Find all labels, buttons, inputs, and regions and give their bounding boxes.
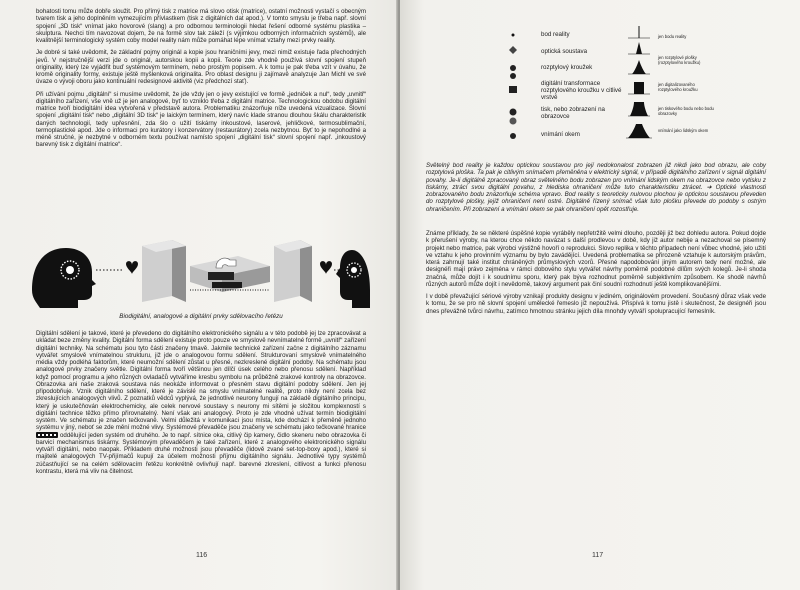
left-device-box bbox=[142, 240, 186, 302]
diagram-label: digitální transformace rozptylového kroužku v citlivé vrstvě bbox=[541, 80, 622, 101]
print-dot-icon bbox=[510, 118, 517, 125]
diagram-profile-column bbox=[624, 26, 654, 144]
lens-icon bbox=[509, 46, 517, 54]
paragraph: Je dobré si také uvědomit, že základní pojmy originál a kopie jsou hraničními jevy, mezi nimiž existuje řada přechodných jevů. V nejstručnější verzi jde o originál, autorskou kopii a kopii. Teorie zde vhodně používá slovní spojení stupeň originality, který lze vyjádřit buď systémovým termínem, nebo prostým popisem. A k tomu je pak třeba vzít v úvahu, že kromě originality formy, existuje ještě myšlenková originalita. Pro oblast designu ji zajímavě analyzuje Jan Michl ve své úvaze o vývoji oboru jako kontinuální redesignové aktivitě (viz předchozí stať). bbox=[36, 49, 366, 86]
paragraph: I v době převažující sériové výroby vznikají produkty designu v jediném, originálovém provedení. Současný důraz však vede k tomu, že se pro ně slovní spojení umělecké řemeslo již nepoužívá. Přispívá k tomu jistě i skutečnost, že designéři jsou dnes převážně tvůrci návrhu, zatímco hmotnou stránku jejich díla mnohdy vytváří spolupracující řemeslník. bbox=[426, 293, 766, 315]
diagram-label: vnímání okem bbox=[541, 131, 580, 138]
diagram-label: tisk, nebo zobrazení na obrazovce bbox=[541, 106, 605, 120]
left-head-icon bbox=[32, 248, 96, 308]
communication-chain-illustration bbox=[30, 232, 370, 310]
paragraph: Digitální sdělení je takové, které je převedeno do digitálního elektronického signálu a v této podobě jej lze zpracovávat a ukládat beze změny kvality. Digitální forma sdělení existuje proto pouze ve smyslově nevnímatelné formě „uvnitř“ zařízení digitální techniky. Na schématu jsou tyto části značeny tmavě. Jakmile technické zařízení začne z digitálního záznamu vytvářet smyslově vnímatelnou strukturu, již jde o analogovou formu sdělení. Strukturovaní smyslově vnímatelného média vždy podléhá faktorům, které neumožní sdělení zůstat u přesné, nezkreslené digitální podoby. Na schématu jsou analogové prvky značeny světle. Digitální forma tvoří většinou jen dílčí úsek celého nebo přenosu sdělení. Například když pomocí programu a jeho různých ovladačů vytváříme kresbu symbolu na průběžně zrakové kontroly na obrazovce. Obrazovka ani naše zraková soustava nás neokáže informovat o přesném stavu digitální podoby sdělení. Jen jej připodobňuje. Vznik digitálního sdělení, které je závislé na smyslu vnímatelné realitě, proto nikdy není zcela bez zkreslujících analogových vlivů. Z poznatků vědců vyplývá, že jednotlivé neurony fungují na základě digitálního principu, který je uskutečňován elektrochemicky, ale celek nervové soustavy s neurony mi sítěmi je složitou komplexností s digitální technice těžko přímo přirovnatelný. Není však ani analogový. Proto je zde vhodné užívat termín biodigitální systém. Ve schématu je značen tečkovaně. Velmi důležitá v komunikaci jsou místa, kde dochází k přeměně jednoho systému v jiný, neboť se zde mění možné vlivy. Systémové převaděče jsou značeny ve schématu jako tečkované hranice bbox=[36, 330, 366, 432]
right-page bbox=[400, 0, 800, 590]
italic-caption-text: Světelný bod reality je každou optickou soustavou pro její nedokonalost zobrazen již nikdi jako bod obrazu, ale coby rozptylová ploška. Ta pak je citlivým snímačem přeměněna v elektrický signál, v případě digitálního zařízení v signál digitální povahy. Je-li digitálně zpracovaný obraz světelného bodu zobrazen pro vnímání lidským okem na obrazovce nebo vytisku z tiskárny, ztrácí svou digitální povahu, z hlediska ohraničení může tuto charakteristiku ztrácet. ➜ Optické vlastnosti zobrazovaného bodu znázorňuje schéma vpravo. Bod reality s teoreticky nulovou plochou je optickou soustavou převeden do rozptylové plošky, jejíž ohraničení není ostré. Digitálně řízený snímač však tuto plošku převede do podoby s ostrým ohraničením. Při zobrazení a vnímání okem se pak ohraničení opět rozostřuje. bbox=[426, 162, 766, 213]
dotted-boundary-icon bbox=[36, 432, 58, 438]
diagram-note: jen digitalizovaného rozptylového kroužku bbox=[658, 82, 698, 92]
left-page bbox=[0, 0, 398, 590]
diagram-label: bod reality bbox=[541, 31, 570, 38]
point-icon bbox=[512, 34, 515, 37]
right-device-box bbox=[274, 240, 312, 302]
left-body-text bbox=[36, 330, 366, 475]
paragraph: Známe příklady, že se některé úspěšné kopie vyráběly nepřetržitě velmi dlouho, později již bez dohledu autora. Pokud dojde k přerušení výroby, na kterou chce někdo navázat s další prodlevou v době, kdy již autor nebije a nezachoval se písemný projekt nebo matrice, pak výrobci výstižně hovoří o reprodukci. Slovo replika v těchto případech není vůbec vhodné, jelo užití ve vztahu k jeho provinním významu by bylo zavádějící. Uvedená problematika se přirozeně vztahuje k autorským právům, která zahrnují také institut chráněných průmyslových vzorů. Přesné napodobování jiným autorem tedy není možné, ale designéři mají právo zejména v rámci dobového stylu vytvářet návrhy poměrně podobné dílům svých kolegů. Je-li shoda značná, může dojít i k soudnímu sporu, který pak býva rozhodnut poměrně subjektivním způsobem. Ke shodě návrhů různých autorů může dojít i nevědomě, takový argument pak činí soudní rozhodnutí ještě komplikovanějšími. bbox=[426, 230, 766, 288]
page-number-left: 116 bbox=[196, 552, 208, 559]
right-body-text bbox=[426, 230, 766, 320]
pixel-icon bbox=[509, 86, 517, 93]
diagram-note: jen bodu reality bbox=[658, 34, 687, 39]
diagram-label: optická soustava bbox=[541, 48, 588, 55]
heart-icon bbox=[320, 261, 332, 274]
diagram-note: vnímání jako lidským okem bbox=[658, 128, 709, 133]
eye-dot-icon bbox=[510, 133, 516, 139]
diagram-note: jen tiskového bodu nebo bodu obrazovky bbox=[658, 106, 714, 116]
blur-disc-icon bbox=[510, 73, 516, 79]
figure-caption: Biodigitální, analogové a digitální prvky sdělovacího řetězu bbox=[119, 313, 283, 320]
paragraph: Při užívání pojmu „digitální“ si musíme uvědomit, že jde vždy jen o jevy existující ve formě „jedniček a nul“, tedy „uvnitř“ digitálního zařízení, vše vně už je jen analogové, byť to vzniklo třeba z digitální matrice. Technologickou obdobu digitální matrice tvoří biodigitální idea vytvořená v představě autora. Problematiku znázorňuje níže uvedená vizualizace. Slovní spojení „digitální tisk“ nebo „digitální 3D tisk“ je laickým termínem, který navíc klade stranou dlouhou škálu charakteristik daných technologií, tedy upřesnění, zda šlo o užití tiskárny inkoustové, laserové, jehličkové, termosublimační, termoplastické apod. Jde o informaci pro kurátory i konzervátory (restaurátory) zcela nezbytnou. Byť to je nepohodlné a méně stručné, je nezbytné v odborném textu používat namísto spojení „digitální tisk“ slovní spojení např. „inkoustový barevný tisk z digitální matrice“. bbox=[36, 90, 366, 149]
paragraph: oddělující jeden systém od druhého. Je to např. sítnice oka, citlivý čip kamery, čidlo skeneru nebo obrazovka či barvicí mechanismus tiskárny. Systémovým převaděčem je také zařízení, které z analogového elektronického signálu vytváří digitální, nebo naopak. Příkladem druhé možnosti jsou převaděče (lidově zvané set-top-boxy apod.), které si majitelé analogových TV-přijímačů kupují za účelem možnosti příjmu digitálního signálu. Jednotlivé typy systémů zúčastňující se na celém sdělovacím řetězu konkrétně ovlivňují např. barevné zkreslení, citlivost a funkci přenosu kontrastu, která má vliv na čitelnost. bbox=[36, 431, 366, 475]
diagram-icon-column bbox=[506, 28, 520, 148]
left-intro-text bbox=[36, 8, 366, 154]
blur-disc-icon bbox=[510, 65, 516, 71]
page-number-right: 117 bbox=[592, 552, 604, 559]
paragraph: bohatosti tomu může dobře sloužit. Pro přímý tisk z matrice má slovo otisk (matrice), ostatní možnosti vystačí s obecným tvarem tisk a jeho doplněním vymezujícím přívlastkem (tisk z digitálních dat apod.). V tomto smyslu je třeba např. slovní spojení „3D tisk“ vnímat jako hovorové (slang) a pro odbornou terminologii hledat řešení odborné systému plastika – skulptura. Nechci tím navozovat dojem, že na formě slov tak záleží (s výjimkou odborných informačních systémů), ale kvalitnější terminologický systém coby model reality nám může pomáhat lépe vnímat vztahy mezi prvky reality. bbox=[36, 8, 366, 44]
digital-processor-graphic bbox=[190, 256, 270, 292]
heart-icon bbox=[126, 261, 138, 274]
diagram-note: jen rozptylové plošky (rozptylového kroužku) bbox=[658, 55, 701, 65]
print-dot-icon bbox=[510, 109, 517, 116]
diagram-label: rozptylový kroužek bbox=[541, 64, 593, 71]
right-head-icon bbox=[336, 250, 370, 308]
